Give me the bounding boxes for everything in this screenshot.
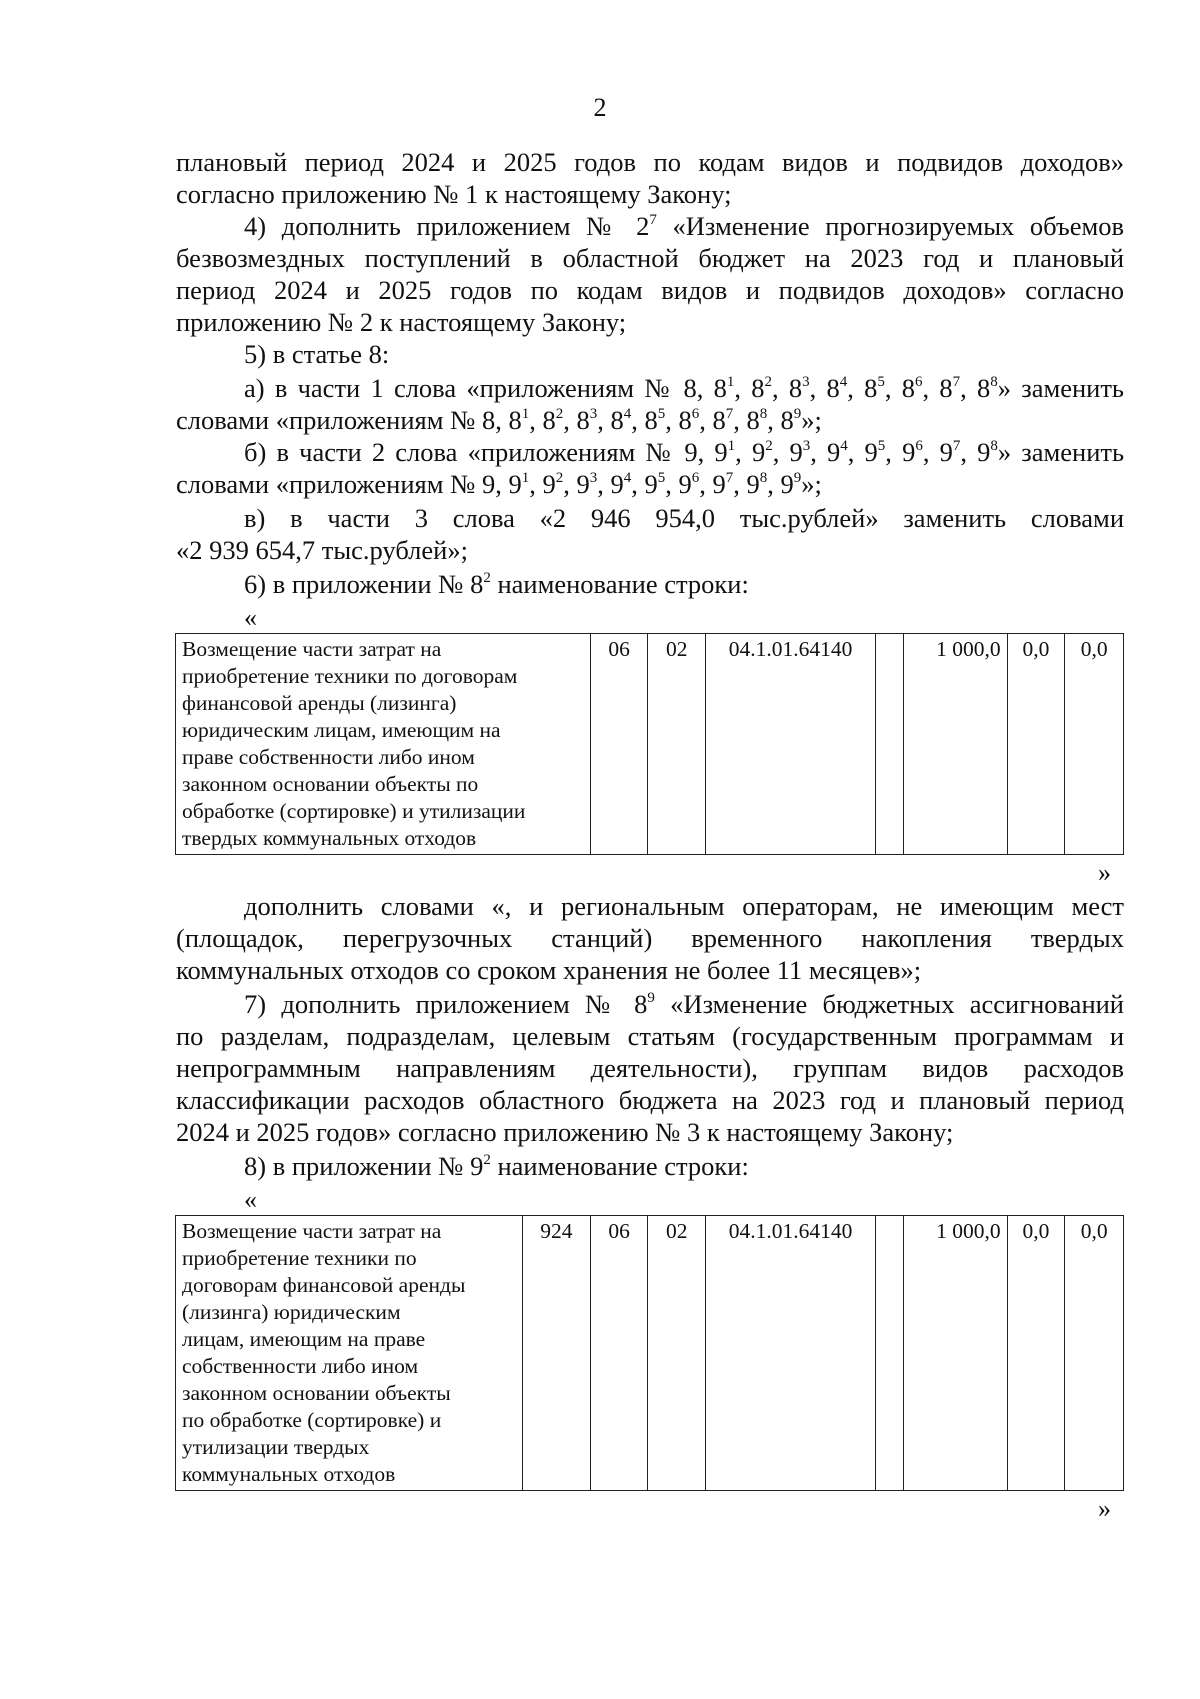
name-line: юридическим лицам, имеющим на xyxy=(182,718,501,742)
text-line-3-a: 4) дополнить приложением № 2 xyxy=(244,211,650,241)
expense-type-cell xyxy=(876,1216,904,1491)
name-line: коммунальных отходов xyxy=(182,1462,396,1486)
name-line: финансовой аренды (лизинга) xyxy=(182,691,457,715)
section-code-cell: 06 xyxy=(590,1216,648,1491)
name-line: утилизации твердых xyxy=(182,1435,370,1459)
text-line-13: «2 939 654,7 тыс.рублей»; xyxy=(176,535,468,565)
text-line-4: безвозмездных поступлений в областной бюджет на 2023 год и плановый xyxy=(176,243,1124,273)
name-line: законном основании объекты xyxy=(182,1381,451,1405)
table-row xyxy=(176,634,1124,855)
text-line-5: период 2024 и 2025 годов по кодам видов и подвидов доходов» согласно xyxy=(176,275,1124,305)
text-line-18 xyxy=(244,988,1124,1020)
text-line-23 xyxy=(244,1150,1124,1182)
name-line: обработке (сортировке) и утилизации xyxy=(182,799,526,823)
page-number: 2 xyxy=(593,93,607,122)
text-line-23-sup: 2 xyxy=(483,1152,491,1168)
text-line-18-sup: 9 xyxy=(647,990,655,1006)
text-line-23-a: 8) в приложении № 9 xyxy=(244,1151,484,1181)
row-name-cell xyxy=(176,634,591,855)
text-line-22: 2024 и 2025 годов» согласно приложению № 3 к настоящему Закону; xyxy=(176,1117,954,1147)
amount-2025-cell: 0,0 xyxy=(1065,1216,1124,1491)
amount-2023-cell: 1 000,0 xyxy=(904,634,1007,855)
close-quote-1: » xyxy=(1098,858,1111,887)
table-appendix-8-2 xyxy=(175,633,1124,855)
row-name-cell xyxy=(176,1216,523,1491)
text-line-2: согласно приложению № 1 к настоящему Закону; xyxy=(176,179,732,209)
name-line: приобретение техники по договорам xyxy=(182,664,518,688)
expense-type-cell xyxy=(876,634,904,855)
open-quote-1: « xyxy=(244,603,257,632)
text-line-3-sup: 7 xyxy=(649,212,657,228)
text-line-21: классификации расходов областного бюджета на 2023 год и плановый период xyxy=(176,1085,1124,1115)
name-line: приобретение техники по xyxy=(182,1246,417,1270)
budget-admin-code-cell: 924 xyxy=(523,1216,591,1491)
open-quote-2: « xyxy=(244,1185,257,1214)
subsection-code-cell: 02 xyxy=(648,634,706,855)
table-row xyxy=(176,1216,1124,1491)
text-line-1: плановый период 2024 и 2025 годов по кодам видов и подвидов доходов» xyxy=(176,147,1124,177)
text-line-11: словами «приложениям № 9, $9^1$, $9^2$, $9^3$, $9^4$, $9^5$, $9^6$, $9^7$, $9^8$, $9^9$»; xyxy=(176,469,822,499)
text-line-14-b: наименование строки: xyxy=(490,569,749,599)
text-line-19: по разделам, подразделам, целевым статьям (государственным программам и xyxy=(176,1021,1124,1051)
text-line-14 xyxy=(244,568,1124,600)
text-line-16: (площадок, перегрузочных станций) временного накопления твердых xyxy=(176,923,1124,953)
text-line-9: словами «приложениям № 8, $8^1$, $8^2$, $8^3$, $8^4$, $8^5$, $8^6$, $8^7$, $8^8$, $8^9$»; xyxy=(176,405,822,435)
close-quote-2: » xyxy=(1098,1494,1111,1523)
text-line-20: непрограммным направлениям деятельности), группам видов расходов xyxy=(176,1053,1124,1083)
name-line: (лизинга) юридическим xyxy=(182,1300,401,1324)
name-line: договорам финансовой аренды xyxy=(182,1273,466,1297)
text-line-17: коммунальных отходов со сроком хранения не более 11 месяцев»; xyxy=(176,955,922,985)
table-appendix-9-2 xyxy=(175,1215,1124,1491)
name-line: Возмещение части затрат на xyxy=(182,637,442,661)
name-line: по обработке (сортировке) и xyxy=(182,1408,442,1432)
name-line: законном основании объекты по xyxy=(182,772,479,796)
text-line-8: а) в части 1 слова «приложениям № 8, $8^1$, $8^2$, $8^3$, $8^4$, $8^5$, $8^6$, $8^7$, $8^8$» заменить xyxy=(244,373,1125,403)
text-line-15: дополнить словами «, и региональным операторам, не имеющим мест xyxy=(244,891,1124,921)
text-line-14-a: 6) в приложении № 8 xyxy=(244,569,484,599)
text-line-3 xyxy=(244,210,1124,242)
amount-2024-cell: 0,0 xyxy=(1007,634,1065,855)
target-article-cell: 04.1.01.64140 xyxy=(706,1216,876,1491)
target-article-cell: 04.1.01.64140 xyxy=(706,634,876,855)
amount-2025-cell: 0,0 xyxy=(1065,634,1124,855)
text-line-14-sup: 2 xyxy=(483,570,491,586)
text-line-6: приложению № 2 к настоящему Закону; xyxy=(176,307,627,337)
section-code-cell: 06 xyxy=(590,634,648,855)
name-line: собственности либо ином xyxy=(182,1354,419,1378)
name-line: Возмещение части затрат на xyxy=(182,1219,442,1243)
text-line-23-b: наименование строки: xyxy=(490,1151,749,1181)
text-line-7: 5) в статье 8: xyxy=(244,339,390,369)
text-line-10: б) в части 2 слова «приложениям № 9, $9^1$, $9^2$, $9^3$, $9^4$, $9^5$, $9^6$, $9^7$, $9^8$» заменить xyxy=(244,437,1125,467)
name-line: лицам, имеющим на праве xyxy=(182,1327,426,1351)
text-line-12: в) в части 3 слова «2 946 954,0 тыс.рублей» заменить словами xyxy=(244,503,1124,533)
text-line-3-b: «Изменение прогнозируемых объемов xyxy=(656,211,1124,241)
amount-2023-cell: 1 000,0 xyxy=(904,1216,1007,1491)
name-line: праве собственности либо ином xyxy=(182,745,475,769)
text-line-18-b: «Изменение бюджетных ассигнований xyxy=(654,989,1124,1019)
subsection-code-cell: 02 xyxy=(648,1216,706,1491)
name-line: твердых коммунальных отходов xyxy=(182,826,477,850)
text-line-18-a: 7) дополнить приложением № 8 xyxy=(244,989,648,1019)
amount-2024-cell: 0,0 xyxy=(1007,1216,1065,1491)
